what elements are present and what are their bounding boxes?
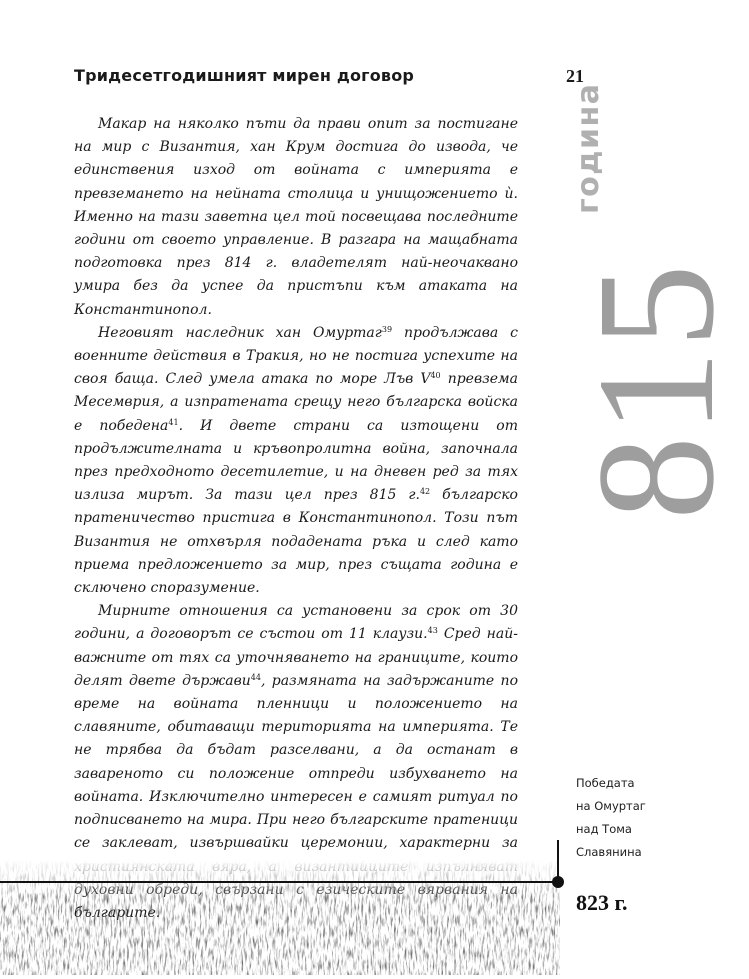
- sidebar-year-word: година: [571, 82, 606, 214]
- footnote-ref: 39: [381, 324, 393, 334]
- caption-line: над Тома: [576, 822, 632, 836]
- page-number: 21: [566, 66, 584, 86]
- paragraph-3: Мирните отношения са установени за срок от 30 години, а договорът се състои от 11 клаузи.$^{43}$ Сред най-важните от тях са уточняването на границите, които делят двете държави$^{44}$, размяната на задържаните по време на войната пленници и положението на славяните, обитаващи територията на империята. Те не трябва да бъдат разселвани, а да останат в завареното си положение отпреди избухването на войната. Изключително интересен е самият ритуал по подписването на мира. При него българските пратеници се заклеват, извършвайки церемонии, характерни за: [74, 603, 518, 852]
- footnote-ref: 40: [430, 371, 441, 381]
- footnote-ref: 43: [427, 626, 438, 636]
- footer-texture: [0, 860, 700, 975]
- timeline-caption: [576, 772, 676, 864]
- caption-line: на Омуртаг: [576, 799, 646, 813]
- caption-line: Славянина: [576, 845, 642, 859]
- footnote-ref: 42: [419, 487, 431, 497]
- timeline-tick: [557, 840, 559, 880]
- paragraph-2: Неговият наследник хан Омуртаг$^{39}$ продължава с военните действия в Тракия, но не постига успехите на своя баща. След умела атака по море Лъв $V^{40}$ превзема Месемврия, а изпратената срещу него българска войска е победена$^{41}$. И двете страни са изтощени от продължителната и кръвопролитна война, започнала през предходното десетилетие, и на дневен ред за тях излиза мирът. За тази цел през 815 г.$^{42}$ българско пратеничество пристига в Константинопол. Този път Византия не отхвърля подадената ръка и след като приема предложението за мир, през същата година е сключено споразумение.: [74, 324, 518, 597]
- paragraph-1: Макар на няколко пъти да прави опит за постигане на мир с Византия, хан Крум достига до извода, че единствения изход от войната с империята е превземането на нейната столица и унищожението ѝ. Именно на тази заветна цел той посвещава последните години от своето управление. В разгара на мащабната подготовка през 814 г. владетелят най-неочаквано умира без да успее да пристъпи към атаката на Константинопол.: [74, 116, 518, 318]
- timeline-dot: [552, 876, 564, 888]
- timeline-rule: [0, 881, 560, 883]
- body-text: [74, 113, 518, 925]
- chapter-title: Тридесетгодишният мирен договор: [74, 66, 415, 85]
- sidebar-year: 815: [563, 262, 749, 520]
- caption-line: Победата: [576, 776, 635, 790]
- footnote-ref: 44: [250, 672, 261, 682]
- timeline-year: 823 г.: [576, 890, 628, 915]
- footnote-ref: 41: [168, 417, 179, 427]
